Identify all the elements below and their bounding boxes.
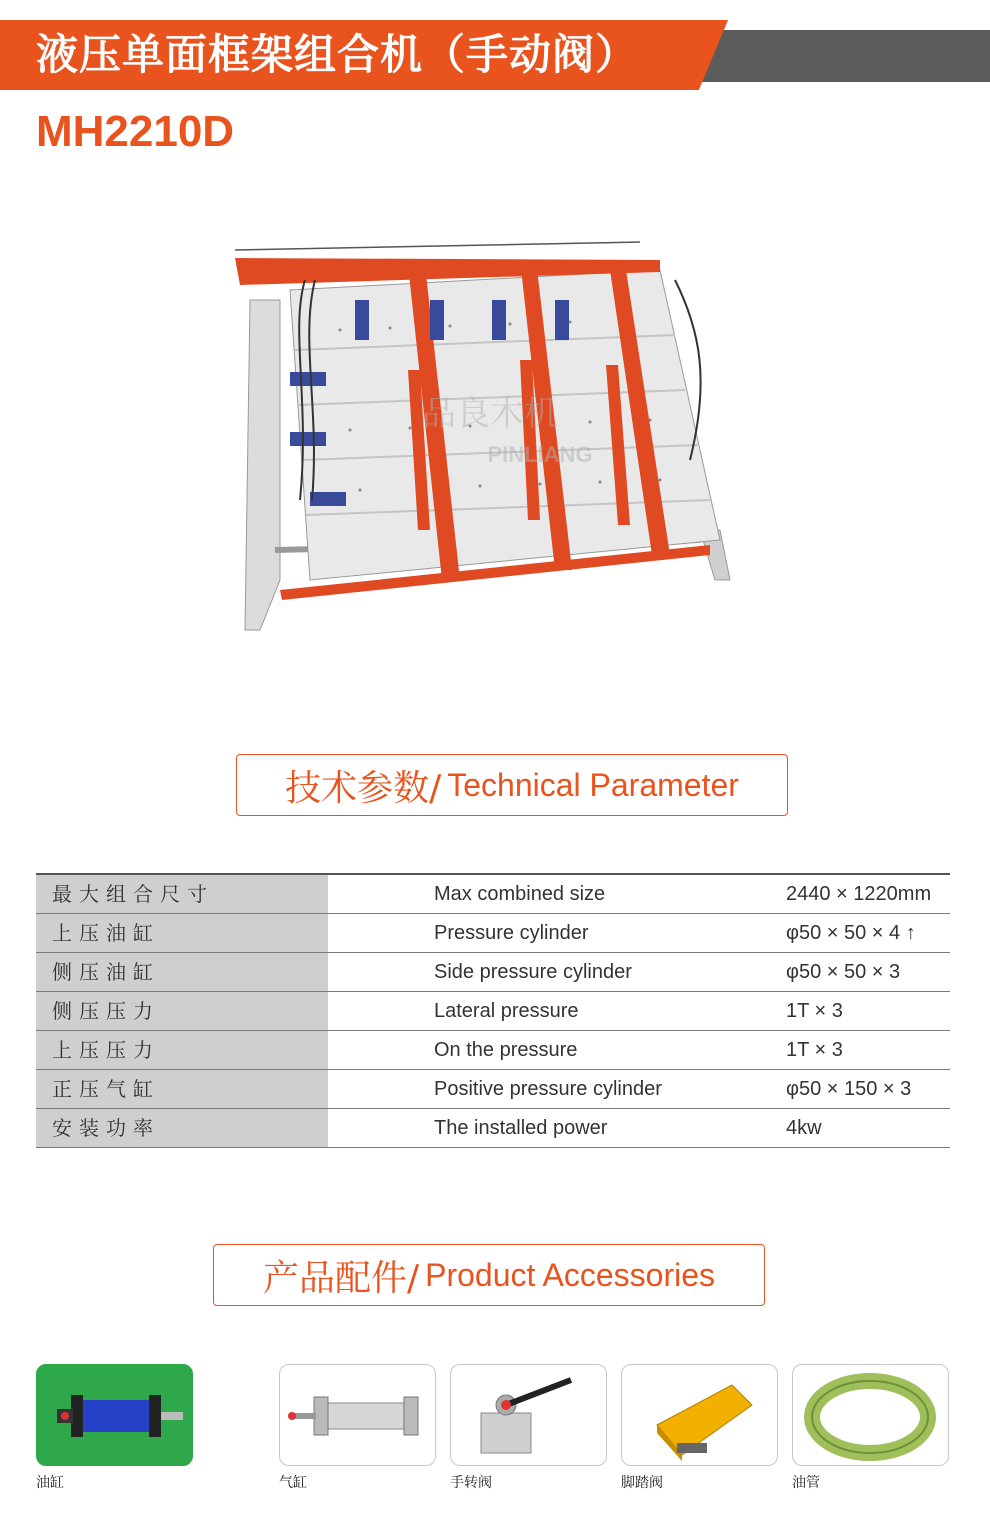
tech-heading-cn: 技术参数/: [285, 767, 442, 809]
param-en: Lateral pressure: [434, 1000, 579, 1022]
param-cn: 侧压压力: [36, 992, 328, 1030]
param-en: Positive pressure cylinder: [434, 1078, 662, 1100]
header-banner-gray: [700, 30, 990, 82]
hand-valve-icon: [450, 1364, 607, 1466]
param-en: Side pressure cylinder: [434, 961, 632, 983]
acc-heading-cn: 产品配件/: [262, 1257, 420, 1299]
hydraulic-cylinder-icon: [36, 1364, 193, 1466]
accessories-heading: [213, 1244, 765, 1306]
accessory-label: 油缸: [36, 1475, 64, 1491]
param-cn: 正压气缸: [36, 1070, 328, 1108]
param-value: φ50 × 150 × 3: [786, 1078, 912, 1100]
param-cn: 安装功率: [36, 1109, 328, 1147]
param-value: 4kw: [786, 1117, 822, 1139]
page-title: 液压单面框架组合机（手动阀）: [36, 30, 639, 79]
param-en: Pressure cylinder: [434, 922, 589, 944]
accessory-label: 手转阀: [450, 1475, 492, 1491]
table-row: [36, 1031, 950, 1070]
machine-image: [220, 240, 760, 640]
accessory-label: 脚踏阀: [621, 1475, 663, 1491]
param-cn: 最大组合尺寸: [36, 875, 328, 913]
acc-heading-en: Product Accessories: [425, 1256, 716, 1293]
watermark-logo: 品良木机: [422, 394, 558, 434]
air-cylinder-icon: [279, 1364, 436, 1466]
param-cn: 侧压油缸: [36, 953, 328, 991]
param-value: φ50 × 50 × 3: [786, 961, 901, 983]
table-row: [36, 1109, 950, 1148]
param-en: Max combined size: [434, 883, 606, 905]
foot-valve-icon: [621, 1364, 778, 1466]
param-value: 1T × 3: [786, 1039, 843, 1061]
param-value: 1T × 3: [786, 1000, 843, 1022]
param-value: 2440 × 1220mm: [786, 883, 932, 905]
table-row: [36, 992, 950, 1031]
model-number: MH2210D: [36, 107, 235, 156]
param-en: The installed power: [434, 1117, 608, 1139]
accessory-label: 油管: [792, 1475, 820, 1491]
table-row: [36, 953, 950, 992]
param-en: On the pressure: [434, 1039, 578, 1061]
param-value: φ50 × 50 × 4 ↑: [786, 922, 916, 944]
table-row: [36, 873, 950, 914]
svg-text:PINLIANG: PINLIANG: [487, 442, 593, 467]
tech-param-heading: [236, 754, 788, 816]
table-row: [36, 914, 950, 953]
param-table: [36, 873, 950, 1148]
oil-hose-icon: [792, 1364, 949, 1466]
param-cn: 上压油缸: [36, 914, 328, 952]
tech-heading-en: Technical Parameter: [447, 766, 739, 803]
table-row: [36, 1070, 950, 1109]
param-cn: 上压压力: [36, 1031, 328, 1069]
accessory-label: 气缸: [279, 1475, 307, 1491]
